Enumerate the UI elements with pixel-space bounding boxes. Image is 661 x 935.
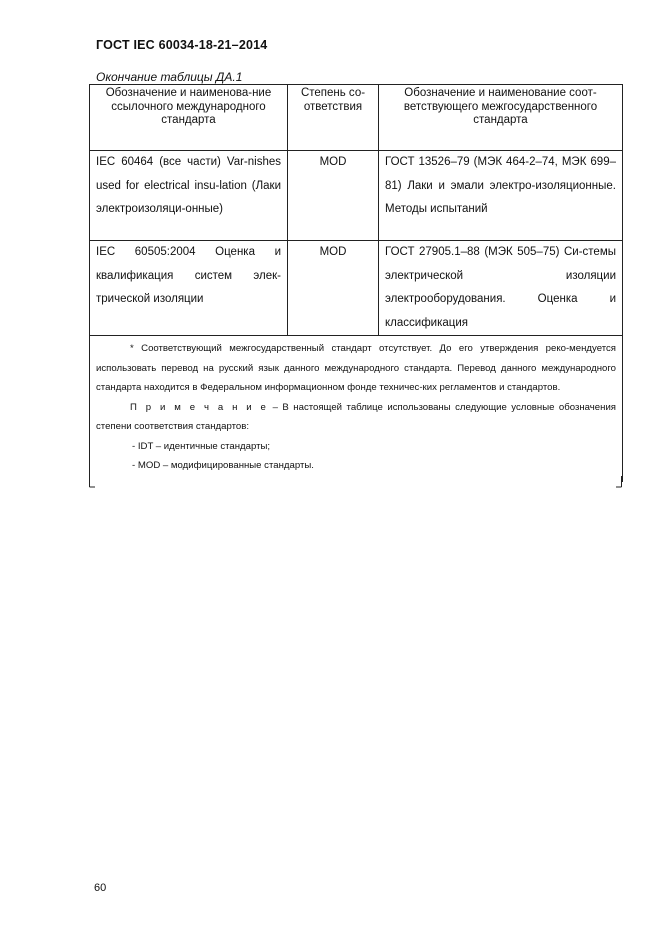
notes-cell [90, 336, 623, 482]
column-header-degree: Степень со-ответствия [288, 85, 379, 151]
row-reference-cell: IEC 60505:2004 Оценка и квалификация систем элек-трической изоляции [90, 241, 288, 336]
row-degree-cell: MOD [288, 151, 379, 241]
row-reference-cell: IEC 60464 (все части) Var-nishes used for electrical insu-lation (Лаки электроизоляци-онные) [90, 151, 288, 241]
legend-item-mod: - MOD – модифицированные стандарты. [132, 460, 314, 471]
column-header-standard: Обозначение и наименование соот-ветствующего межгосударственного стандарта [379, 85, 623, 151]
table-header-row [90, 85, 623, 151]
column-header-reference: Обозначение и наименова-ние ссылочного международного стандарта [90, 85, 288, 151]
footnote-text: * Соответствующий межгосударственный стандарт отсутствует. До его утверждения реко-мендуется использовать перевод на русский язык данного международного стандарта. Перевод данного международного стандарта находится в Федеральном информационном фонде техничес-ких регламентов и стандартов. [96, 343, 616, 393]
row-standard-cell: ГОСТ 27905.1–88 (МЭК 505–75) Си-стемы электрической изоляции электрооборудования. Оценка и классификация [379, 241, 623, 336]
notes-row [90, 336, 623, 482]
row-standard-cell: ГОСТ 13526–79 (МЭК 464-2–74, МЭК 699–81) Лаки и эмали электро-изоляционные. Методы испытаний [379, 151, 623, 241]
note-label: П р и м е ч а н и е [130, 401, 269, 413]
legend-item-idt: - IDT – идентичные стандарты; [132, 440, 271, 452]
row-degree-cell: MOD [288, 241, 379, 336]
table-row [90, 151, 623, 241]
note-text: – В настоящей таблице использованы следующие условные обозначения степени соответствия стандартов: [96, 401, 616, 432]
note-paragraph [96, 398, 616, 437]
standards-table [89, 84, 623, 482]
page-number: 60 [94, 882, 107, 894]
table-caption: Окончание таблицы ДА.1 [96, 70, 243, 84]
table-row [90, 241, 623, 336]
document-code: ГОСТ IEC 60034-18-21–2014 [96, 38, 268, 52]
